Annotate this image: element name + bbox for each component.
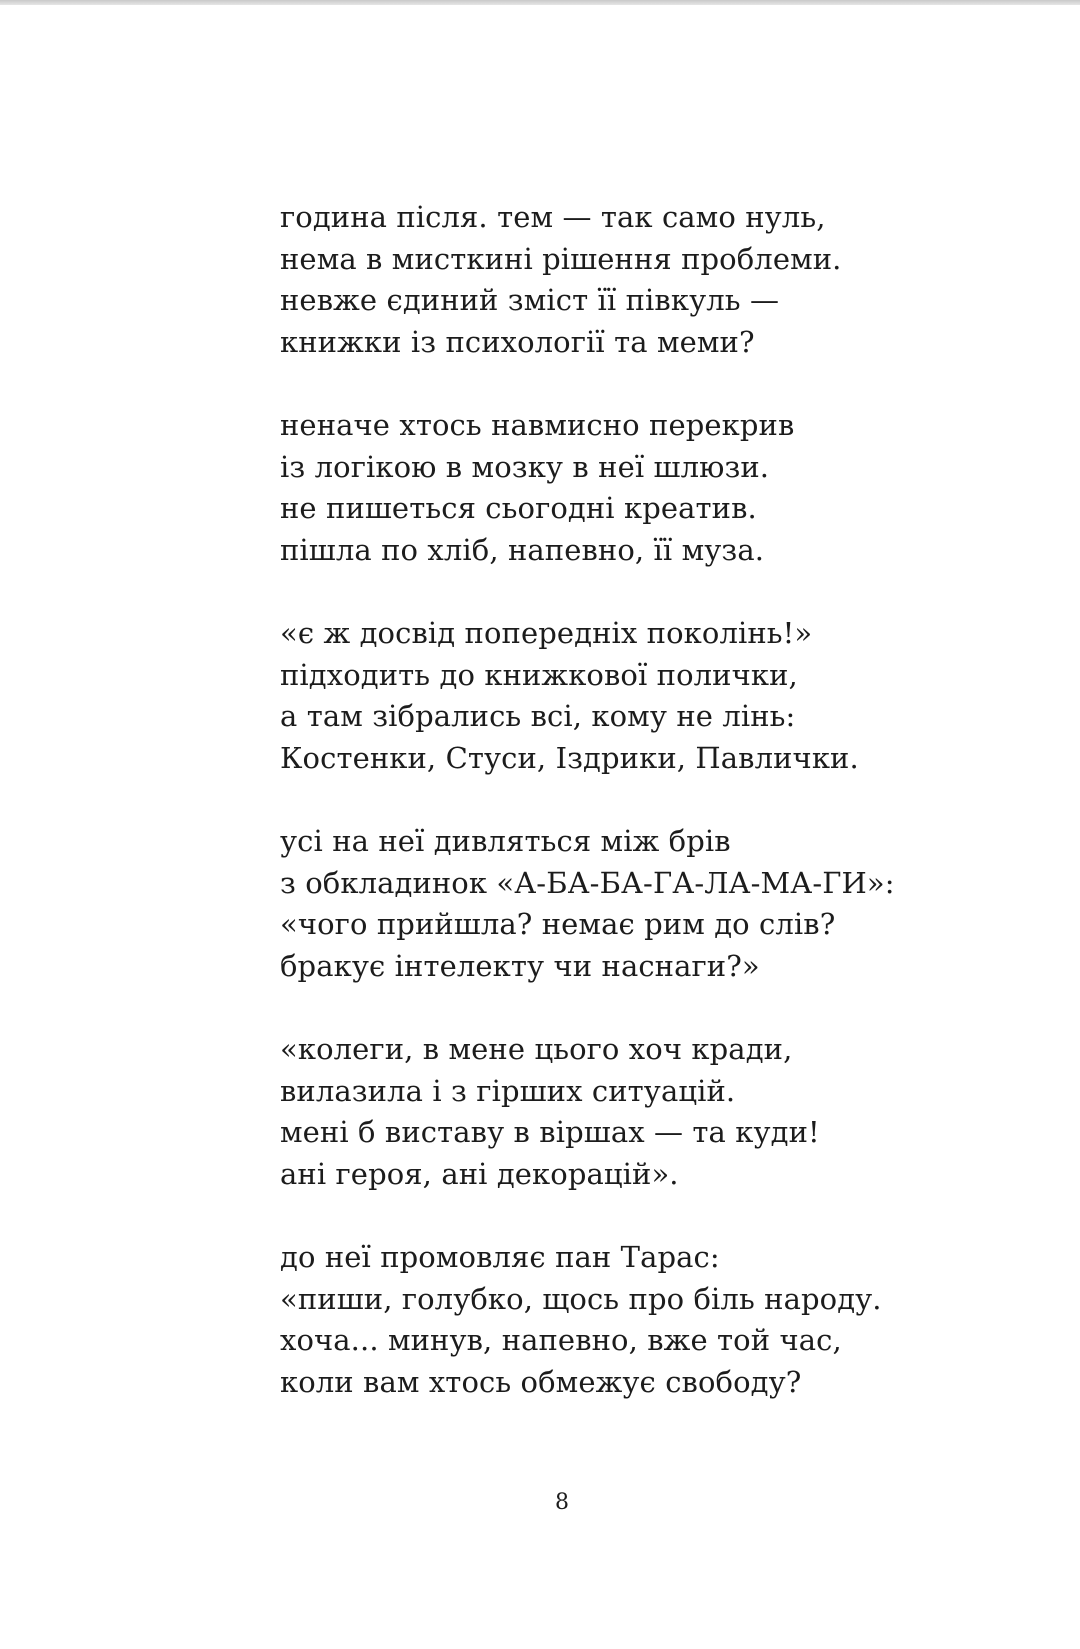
poem-line: «колеги, в мене цього хоч кради, [280,1032,793,1066]
poem-line: до неї промовляє пан Тарас: [280,1240,720,1274]
poem-line: вилазила і з гірших ситуацій. [280,1073,736,1108]
poem-line: ані героя, ані декорацій». [280,1156,679,1191]
poem-line: пішла по хліб, напевно, її муза. [280,532,765,567]
poem-line: нема в мисткині рішення проблеми. [280,241,842,276]
poem-line: підходить до книжкової полички, [280,657,798,692]
stanza-3 [280,613,1000,779]
stanza-2 [280,405,1000,571]
poem-line: з обкладинок «А-БА-БА-ГА-ЛА-МА-ГИ»: [280,865,895,900]
stanza-6 [280,1237,1000,1403]
page-top-border [0,0,1080,5]
poem-line: не пишеться сьогодні креатив. [280,491,757,525]
stanza-4 [280,821,1000,987]
poem-line: «пиши, голубко, щось про біль народу. [280,1281,882,1316]
poem-line: невже єдиний зміст її півкуль — [280,283,780,317]
poem-line: хоча... минув, напевно, вже той час, [280,1323,842,1357]
poem-line: «є ж досвід попередніх поколінь!» [280,616,813,650]
poem-line: Костенки, Стуси, Іздрики, Павлички. [280,740,859,775]
stanza-5 [280,1029,1000,1195]
poem-line: із логікою в мозку в неї шлюзи. [280,449,770,484]
poem-line: бракує інтелекту чи наснаги?» [280,948,760,983]
poem-line: книжки із психології та меми? [280,324,755,359]
poem-line: неначе хтось навмисно перекрив [280,408,795,442]
stanza-1 [280,197,1000,363]
poem-line: усі на неї дивляться між брів [280,824,731,858]
poem-line: коли вам хтось обмежує свободу? [280,1364,802,1399]
poem-line: «чого прийшла? немає рим до слів? [280,907,836,941]
page-number: 8 [555,1490,569,1515]
poem-line: година після. тем — так само нуль, [280,200,826,234]
poem-line: а там зібрались всі, кому не лінь: [280,699,796,733]
poem-line: мені б виставу в віршах — та куди! [280,1115,820,1149]
poem-text [280,197,1000,1445]
